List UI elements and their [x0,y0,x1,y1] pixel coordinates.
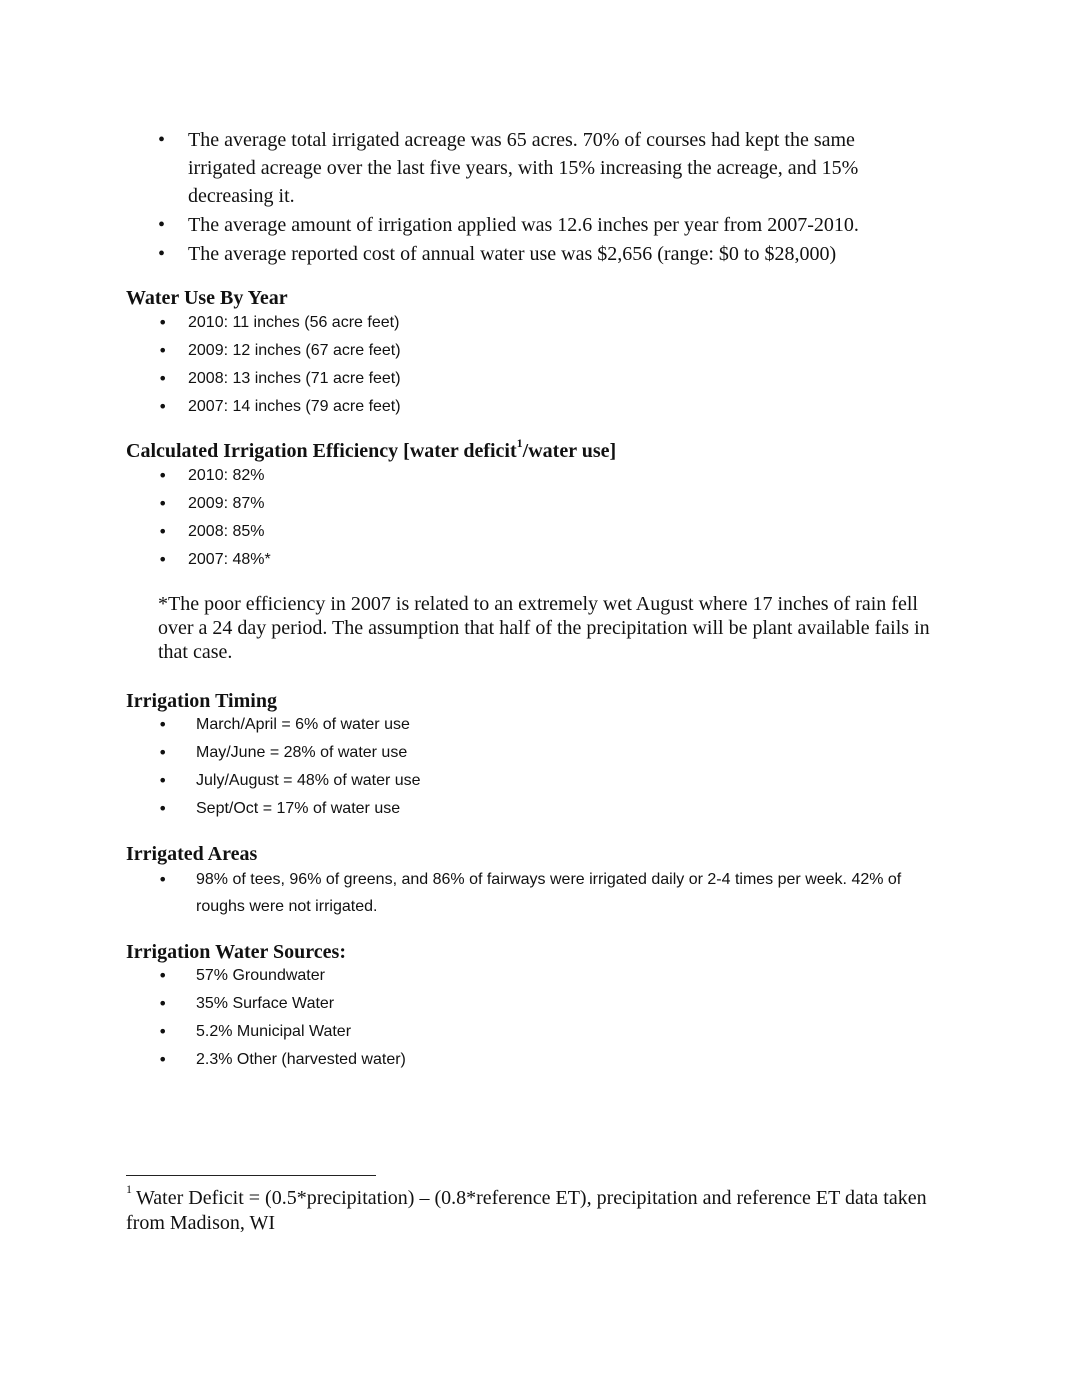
efficiency-heading-text: Calculated Irrigation Efficiency [water deficit [126,440,517,462]
intro-bullet-list [158,126,918,269]
efficiency-heading [126,436,617,463]
efficiency-item: 2010: 82% [188,467,265,484]
areas-list [158,866,958,920]
timing-item: May/June = 28% of water use [196,744,408,761]
sources-item: 2.3% Other (harvested water) [196,1051,406,1068]
intro-bullet-text: The average amount of irrigation applied was 12.6 inches per year from 2007-2010. [188,214,859,236]
list-item [158,393,958,421]
sources-heading: Irrigation Water Sources: [126,941,346,963]
bullet-icon: • [158,369,168,388]
efficiency-item: 2008: 85% [188,523,265,540]
bullet-icon: • [158,522,168,541]
list-item [158,240,918,268]
intro-bullet-text: The average total irrigated acreage was 65 acres. 70% of courses had kept the same irrigated acreage over the last five years, with 15% increasing the acreage, and 15% decreasing it. [188,129,859,207]
footnote-text: Water Deficit = (0.5*precipitation) – (0.8*reference ET), precipitation and reference ET data taken from Madison, WI [126,1187,927,1234]
list-item [158,462,958,490]
list-item [158,490,958,518]
list-item [158,1018,958,1046]
bullet-icon: • [158,994,168,1013]
list-item [158,739,958,767]
list-item [158,1046,958,1074]
bullet-icon: • [158,313,168,332]
bullet-icon: • [158,466,168,485]
list-item [158,711,958,739]
list-item [158,795,958,823]
efficiency-heading-text-end: /water use] [522,440,617,462]
bullet-icon: • [158,771,168,790]
sources-item: 35% Surface Water [196,995,335,1012]
sources-item: 57% Groundwater [196,967,325,984]
bullet-icon: • [158,966,168,985]
bullet-icon: • [158,1050,168,1069]
bullet-icon: • [158,494,168,513]
bullet-icon: • [158,743,168,762]
bullet-icon: • [158,870,168,889]
bullet-icon: • [158,397,168,416]
list-item [158,365,958,393]
list-item [158,309,958,337]
timing-heading: Irrigation Timing [126,690,277,712]
list-item [158,211,918,239]
sources-item: 5.2% Municipal Water [196,1023,352,1040]
list-item [158,126,918,210]
efficiency-note: *The poor efficiency in 2007 is related to an extremely wet August where 17 inches of rain fell over a 24 day period. The assumption that half of the precipitation will be plant available fails in that case. [158,593,930,663]
list-item [158,962,958,990]
sources-list [158,962,958,1074]
timing-item: July/August = 48% of water use [196,772,421,789]
footnote-reference[interactable]: 1 [516,436,523,451]
bullet-icon: • [158,1022,168,1041]
water-use-list [158,309,958,421]
footnote-divider [126,1175,376,1176]
areas-heading: Irrigated Areas [126,843,258,865]
bullet-icon: • [158,129,166,151]
bullet-icon: • [158,341,168,360]
water-use-heading: Water Use By Year [126,287,288,309]
list-item [158,866,936,920]
footnote [126,1182,946,1236]
list-item [158,990,958,1018]
bullet-icon: • [158,243,166,265]
timing-item: Sept/Oct = 17% of water use [196,800,401,817]
footnote-marker: 1 [126,1182,132,1197]
list-item [158,337,958,365]
list-item [158,546,958,574]
water-use-item: 2009: 12 inches (67 acre feet) [188,342,401,359]
bullet-icon: • [158,799,168,818]
list-item [158,518,958,546]
water-use-item: 2010: 11 inches (56 acre feet) [188,314,400,331]
bullet-icon: • [158,715,168,734]
bullet-icon: • [158,550,168,569]
list-item [158,767,958,795]
bullet-icon: • [158,214,166,236]
efficiency-item: 2009: 87% [188,495,265,512]
efficiency-item: 2007: 48%* [188,551,271,568]
areas-item: 98% of tees, 96% of greens, and 86% of fairways were irrigated daily or 2-4 times per week. 42% of roughs were not irrigated. [196,871,902,915]
water-use-item: 2007: 14 inches (79 acre feet) [188,398,401,415]
intro-bullet-text: The average reported cost of annual water use was $2,656 (range: $0 to $28,000) [188,243,837,265]
efficiency-list [158,462,958,574]
water-use-item: 2008: 13 inches (71 acre feet) [188,370,401,387]
timing-item: March/April = 6% of water use [196,716,410,733]
timing-list [158,711,958,823]
